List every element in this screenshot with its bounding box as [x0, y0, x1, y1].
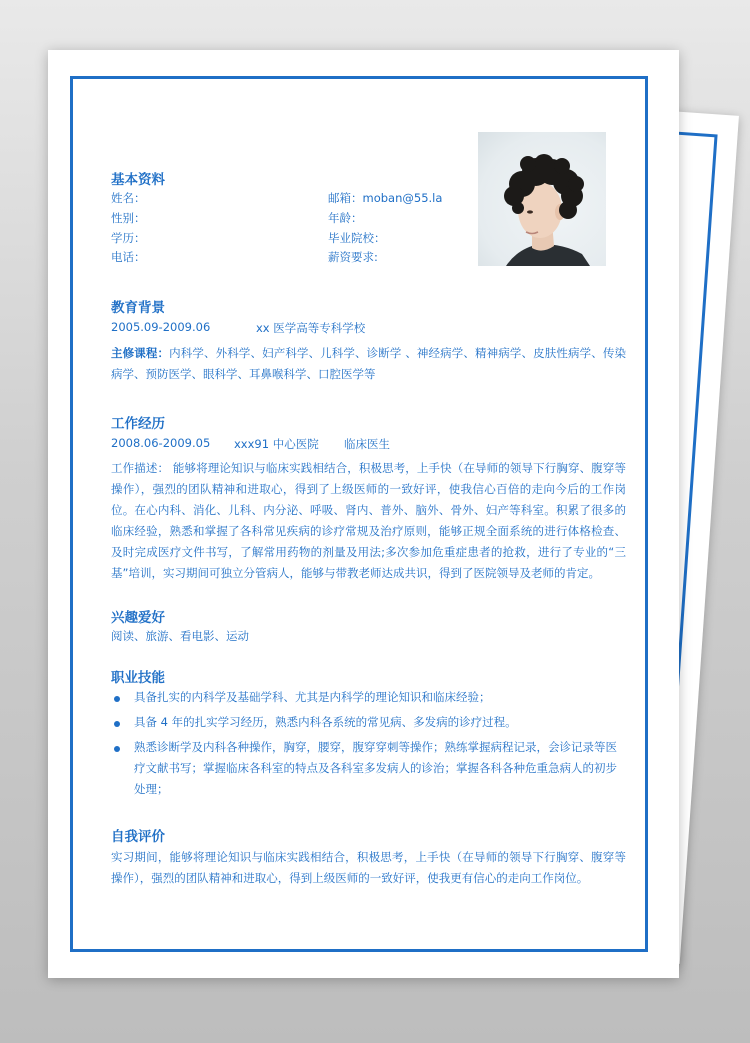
field-school: 毕业院校： [328, 231, 386, 245]
education-period: 2005.09-2009.06 [111, 320, 211, 334]
section-title-education: 教育背景 [111, 300, 165, 316]
bullet-dot [114, 746, 120, 752]
field-name: 姓名： [111, 191, 146, 205]
bullet-dot [114, 696, 120, 702]
field-salary: 薪资要求: [328, 250, 378, 264]
section-title-basic: 基本资料 [111, 172, 165, 188]
field-education: 学历： [111, 231, 146, 245]
skill-item-2: 具备 4 年的扎实学习经历，熟悉内科各系统的常见病、多发病的诊疗过程。 [134, 715, 517, 729]
work-period: 2008.06-2009.05 [111, 436, 211, 450]
skill-item-3: 熟悉诊断学及内科各种操作，胸穿，腰穿，腹穿穿刺等操作；熟练掌握病程记录，会诊记录等医疗文献书写；掌握临床各科室的特点及各科室多发病人的诊治；掌握各科各种危重急病人的初步处理； [134, 740, 617, 796]
section-title-work: 工作经历 [111, 416, 165, 432]
education-courses [111, 343, 626, 385]
profile-photo [478, 132, 606, 266]
education-school: xx 医学高等专科学校 [256, 321, 366, 335]
work-description: 工作描述： 能够将理论知识与临床实践相结合，积极思考，上手快（在导师的领导下行胸穿、腹穿等操作），强烈的团队精神和进取心，得到了上级医师的一致好评，使我信心百倍的走向今后的工作岗位。在心内科、消化、儿科、内分泌、呼吸、肾内、普外、脑外、骨外、妇产等科室。积累了很多的临床经验，熟悉和掌握了各科常见疾病的诊疗常规及治疗原则，能够正规全面系统的进行体格检查、及时完成医疗文件书写，了解常用药物的剂量及用法;多次参加危重症患者的抢救，进行了专业的“三基”培训，实习期间可独立分管病人，能够与带教老师达成共识，得到了医院领导及老师的肯定。 [111, 461, 626, 580]
field-age: 年龄： [328, 211, 363, 225]
self-evaluation-text: 实习期间，能够将理论知识与临床实践相结合，积极思考，上手快（在导师的领导下行胸穿、腹穿等操作），强烈的团队精神和进取心，得到上级医师的一致好评，使我更有信心的走向工作岗位。 [111, 850, 626, 885]
work-org: xxx91 中心医院 [234, 437, 319, 451]
section-title-self: 自我评价 [111, 829, 165, 845]
courses-label: 主修课程： [111, 346, 170, 360]
field-email: 邮箱：moban@55.la [328, 191, 443, 205]
hobby-text: 阅读、旅游、看电影、运动 [111, 629, 249, 643]
resume-page [48, 50, 679, 978]
section-title-hobby: 兴趣爱好 [111, 610, 165, 626]
field-phone: 电话： [111, 250, 146, 264]
courses-text: 内科学、外科学、妇产科学、儿科学、诊断学 、神经病学、精神病学、皮肤性病学、传染病学、预防医学、眼科学、耳鼻喉科学、口腔医学等 [111, 346, 626, 381]
field-gender: 性别： [111, 211, 146, 225]
section-title-skills: 职业技能 [111, 670, 165, 686]
skill-item-1: 具备扎实的内科学及基础学科、尤其是内科学的理论知识和临床经验； [134, 690, 491, 704]
work-role: 临床医生 [344, 437, 390, 451]
bullet-dot [114, 721, 120, 727]
